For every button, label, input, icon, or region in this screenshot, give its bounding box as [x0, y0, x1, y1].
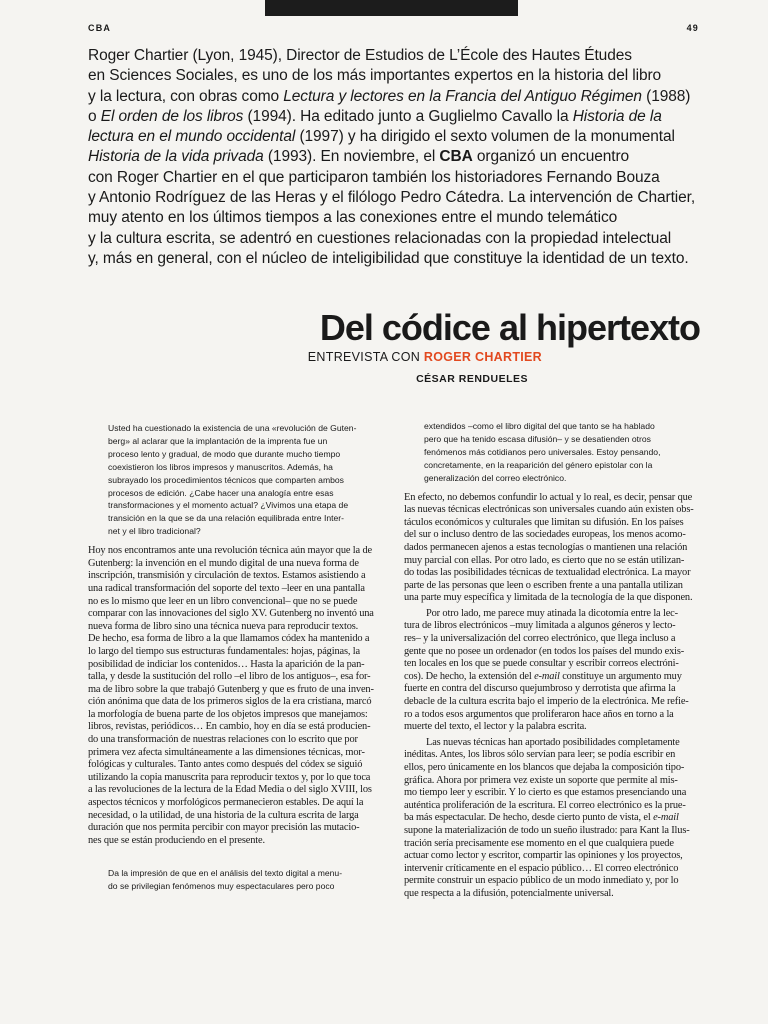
- text-line: libros, revistas, periódicos… En cambio, hoy en día se está producien-: [88, 721, 371, 733]
- text-line: coexistieron los libros impresos y manuscritos. Además, ha: [108, 461, 333, 472]
- text-line: mo tiempo leer y escribir. Y lo cierto es que estamos presenciando una: [404, 787, 687, 799]
- text-line: fenómenos más cotidianos pero universales. Estoy pensando,: [424, 446, 661, 457]
- text-line: o El orden de los libros (1994). Ha editado junto a Guglielmo Cavallo la Historia de la: [88, 107, 662, 125]
- text-line: las nuevas técnicas electrónicas son universales cuando aún existen obs-: [404, 504, 694, 516]
- text-line: dados permanecen ajenos a estas tecnologías o mantienen una relación: [404, 541, 688, 553]
- text-line: muerte del texto, el lector y la palabra escrita.: [404, 721, 587, 733]
- text-line: res– y la universalización del correo electrónico, que llega incluso a: [404, 633, 676, 645]
- text-line: inéditas. Antes, los libros sólo servían para leer; se podía escribir en: [404, 749, 676, 761]
- text-line: comparar con las innovaciones del siglo XV. Gutenberg no inventó una: [88, 608, 374, 620]
- text-line: y la lectura, con obras como Lectura y lectores en la Francia del Antiguo Régimen (1988): [88, 87, 691, 105]
- text-line: gente que no posee un ordenador (en todos los países del mundo exis-: [404, 645, 685, 657]
- text-line: concretamente, en la reaparición del género epistolar con la: [424, 459, 653, 470]
- running-header: CBA: [88, 23, 112, 33]
- text-line: En efecto, no debemos confundir lo actual y lo real, es decir, pensar que: [404, 491, 693, 503]
- text-line: transición en la que se da una relación equilibrada entre Inter-: [108, 513, 345, 524]
- text-line: Por otro lado, me parece muy atinada la dicotomía entre la lec-: [426, 607, 678, 619]
- text-line: necesidad, o la utilidad, de una historia de la cultura escrita de larga: [88, 809, 359, 821]
- text-line: Usted ha cuestionado la existencia de una «revolución de Guten-: [108, 423, 357, 433]
- text-line: Roger Chartier (Lyon, 1945), Director de Estudios de L’École des Hautes Études: [88, 47, 632, 64]
- text-line: ellos, pero únicamente en los blancos que dejaba la composición tipo-: [404, 762, 685, 773]
- text-line: net y el libro tradicional?: [108, 526, 201, 537]
- text-line: nes que se están produciendo en el presente.: [88, 834, 265, 846]
- question-2: [88, 867, 384, 893]
- article-title: Del códice al hipertexto: [319, 307, 700, 348]
- answer-2-paragraph-1: [404, 492, 700, 605]
- text-line: lectura en el mundo occidental (1997) y ha dirigido el sexto volumen de la monumental: [88, 128, 675, 146]
- question-1: [88, 422, 384, 538]
- question-2-continued: [404, 420, 700, 485]
- text-line: do todas las posibilidades técnicas de textualidad electrónica. La mayor: [404, 567, 691, 579]
- text-line: y la cultura escrita, se adentró en cuestiones relacionadas con la propiedad intelectual: [88, 229, 672, 247]
- text-line: do se privilegian fenómenos muy espectaculares pero poco: [108, 881, 335, 892]
- text-line: auténtica proliferación de la escritura. El correo electrónico es la prue-: [404, 799, 686, 811]
- text-line: fuerte en contra del discurso quejumbroso y derrotista que afirma la: [404, 683, 676, 695]
- text-line: lo largo del tiempo sus estructuras fundamentales: hojas, páginas, la: [88, 645, 360, 657]
- text-line: De hecho, esa forma de libro a la que llamamos códex ha mantenido a: [88, 633, 370, 645]
- text-line: berg» al aclarar que la implantación de la imprenta fue un: [108, 435, 328, 446]
- text-line: extendidos –como el libro digital del que tanto se ha hablado: [424, 421, 655, 431]
- text-line: cos). De hecho, la extensión del e-mail constituye un argumento muy: [404, 670, 682, 682]
- text-line: parte de las personas que leen o escriben frente a una pantalla utilizan: [404, 579, 683, 591]
- text-line: tración sería precisamente ese momento en el que cualquiera puede: [404, 837, 674, 849]
- text-line: inscripción, transmisión y circulación de textos. Estamos asistiendo a: [88, 570, 366, 582]
- text-line: proceso lento y gradual, de modo que durante mucho tiempo: [108, 448, 341, 459]
- top-bar: [265, 0, 518, 16]
- text-line: pero que ha tenido escasa difusión– y se desatienden otros: [424, 433, 651, 444]
- text-line: que respecta a la difusión, potencialmente universal.: [404, 887, 614, 899]
- subtitle-prefix: ENTREVISTA CON: [307, 350, 421, 364]
- text-line: y Antonio Rodríguez de las Heras y el filólogo Pedro Cátedra. La intervención de Chartier,: [88, 189, 696, 207]
- text-line: do una transformación de nuestras relaciones con lo escrito que por: [88, 734, 358, 746]
- text-line: supone la materialización de todo un sueño ilustrado: para Kant la Ilus-: [404, 824, 690, 836]
- text-line: nueva forma de libro sino una técnica nueva para reproducir textos.: [88, 620, 359, 632]
- text-line: en Sciences Sociales, es uno de los más importantes expertos en la historia del libro: [88, 67, 662, 85]
- text-line: debacle de la cultura escrita bajo el imperio de la electrónica. Me refie-: [404, 696, 689, 708]
- page-number: 49: [686, 23, 699, 33]
- text-line: duración que nos permita percibir con mayor precisión las mutacio-: [88, 822, 360, 834]
- text-line: ten locales en los que se puede consultar y escribir correos electróni-: [404, 658, 679, 670]
- text-line: posibilidad de indiciar los contenidos… Hasta la aparición de la pan-: [88, 658, 365, 670]
- text-line: gráfica. Ahora por primera vez existe un soporte que permite al mis-: [404, 774, 678, 786]
- text-line: con Roger Chartier en el que participaron también los historiadores Fernando Bouza: [88, 168, 660, 186]
- text-line: muy atento en los últimos tiempos a las conexiones entre el mundo telemático: [88, 209, 618, 227]
- text-line: táculos económicos y culturales que limitan su difusión. En los países: [404, 516, 684, 528]
- text-line: generalización del correo electrónico.: [424, 472, 567, 483]
- text-line: ción anónima que data de los primeros siglos de la era cristiana, marcó: [88, 696, 372, 708]
- text-line: talla, y desde la sustitución del rollo –el libro de los antiguos–, esa for-: [88, 671, 371, 683]
- article-author: CÉSAR RENDUELES: [416, 373, 528, 385]
- article-subtitle: [308, 350, 542, 364]
- text-line: primera vez afecta simultáneamente a las dimensiones técnicas, mor-: [88, 746, 365, 758]
- text-line: Las nuevas técnicas han aportado posibilidades completamente: [426, 736, 680, 748]
- text-line: una radical transformación del soporte del texto –leer en una pantalla: [88, 582, 365, 594]
- intro-text: [88, 46, 708, 269]
- answer-2-paragraph-3: [404, 737, 700, 901]
- text-line: ro a todos esos argumentos que proliferaron hace años en torno a la: [404, 708, 674, 720]
- intro-paragraph: [88, 46, 708, 269]
- text-line: subrayado los procedimientos técnicos que comparten ambos: [108, 474, 344, 485]
- text-line: actuar como lector y escritor, compartir las opiniones y los proyectos,: [404, 850, 683, 862]
- text-line: no es lo mismo que leer en un libro convencional– que no se puede: [88, 595, 358, 607]
- text-line: aspectos técnicos y morfológicos permanecieron estables. De aquí la: [88, 797, 364, 809]
- text-line: permite construir un espacio público de un modo inmediato y, por lo: [404, 875, 679, 887]
- text-line: intervenir críticamente en el espacio público… El correo electrónico: [404, 862, 679, 874]
- text-line: a las revoluciones de la lectura de la Edad Media o del siglo XVIII, los: [88, 784, 372, 796]
- right-column: [404, 420, 700, 901]
- answer-1: [88, 545, 384, 847]
- text-line: Hoy nos encontramos ante una revolución técnica aún mayor que la de: [88, 545, 372, 557]
- subtitle-name: ROGER CHARTIER: [423, 350, 542, 364]
- text-line: utilizando la copia manuscrita para reproducir textos y, por lo que toca: [88, 771, 371, 783]
- text-line: muy parcial con ellas. Por otro lado, es cierto que no se están utilizan-: [404, 554, 685, 566]
- text-line: Da la impresión de que en el análisis del texto digital a menu-: [108, 868, 343, 879]
- text-line: tura de libros electrónicos –muy limitada a algunos géneros y lecto-: [404, 620, 676, 632]
- text-line: la morfología de buena parte de los objetos impresos que manejamos:: [88, 708, 368, 720]
- text-line: ba más espectacular. De hecho, desde cierto punto de vista, el e-mail: [404, 812, 679, 824]
- left-column: [88, 422, 384, 893]
- text-line: ma de libro sobre la que trabajó Gutenberg y que es fruto de una inven-: [88, 683, 374, 695]
- text-line: y, más en general, con el núcleo de inteligibilidad que constituye la identidad de un texto.: [88, 249, 689, 267]
- text-line: del sur o incluso dentro de las sociedades europeas, los menos acomo-: [404, 529, 686, 541]
- answer-2-paragraph-2: [404, 608, 700, 734]
- text-line: transformaciones y el momento actual? ¿Vivimos una etapa de: [108, 500, 349, 511]
- text-line: fológicas y culturales. Tanto antes como después del códex se siguió: [88, 759, 363, 771]
- text-line: Gutenberg: la invención en el mundo digital de una nueva forma de: [88, 557, 359, 569]
- text-line: una parte muy específica y limitada de la tecnología de la que disponen.: [404, 592, 693, 604]
- text-line: procesos de edición. ¿Cabe hacer una analogía entre esas: [108, 487, 334, 498]
- text-line: Historia de la vida privada (1993). En noviembre, el CBA organizó un encuentro: [88, 148, 630, 166]
